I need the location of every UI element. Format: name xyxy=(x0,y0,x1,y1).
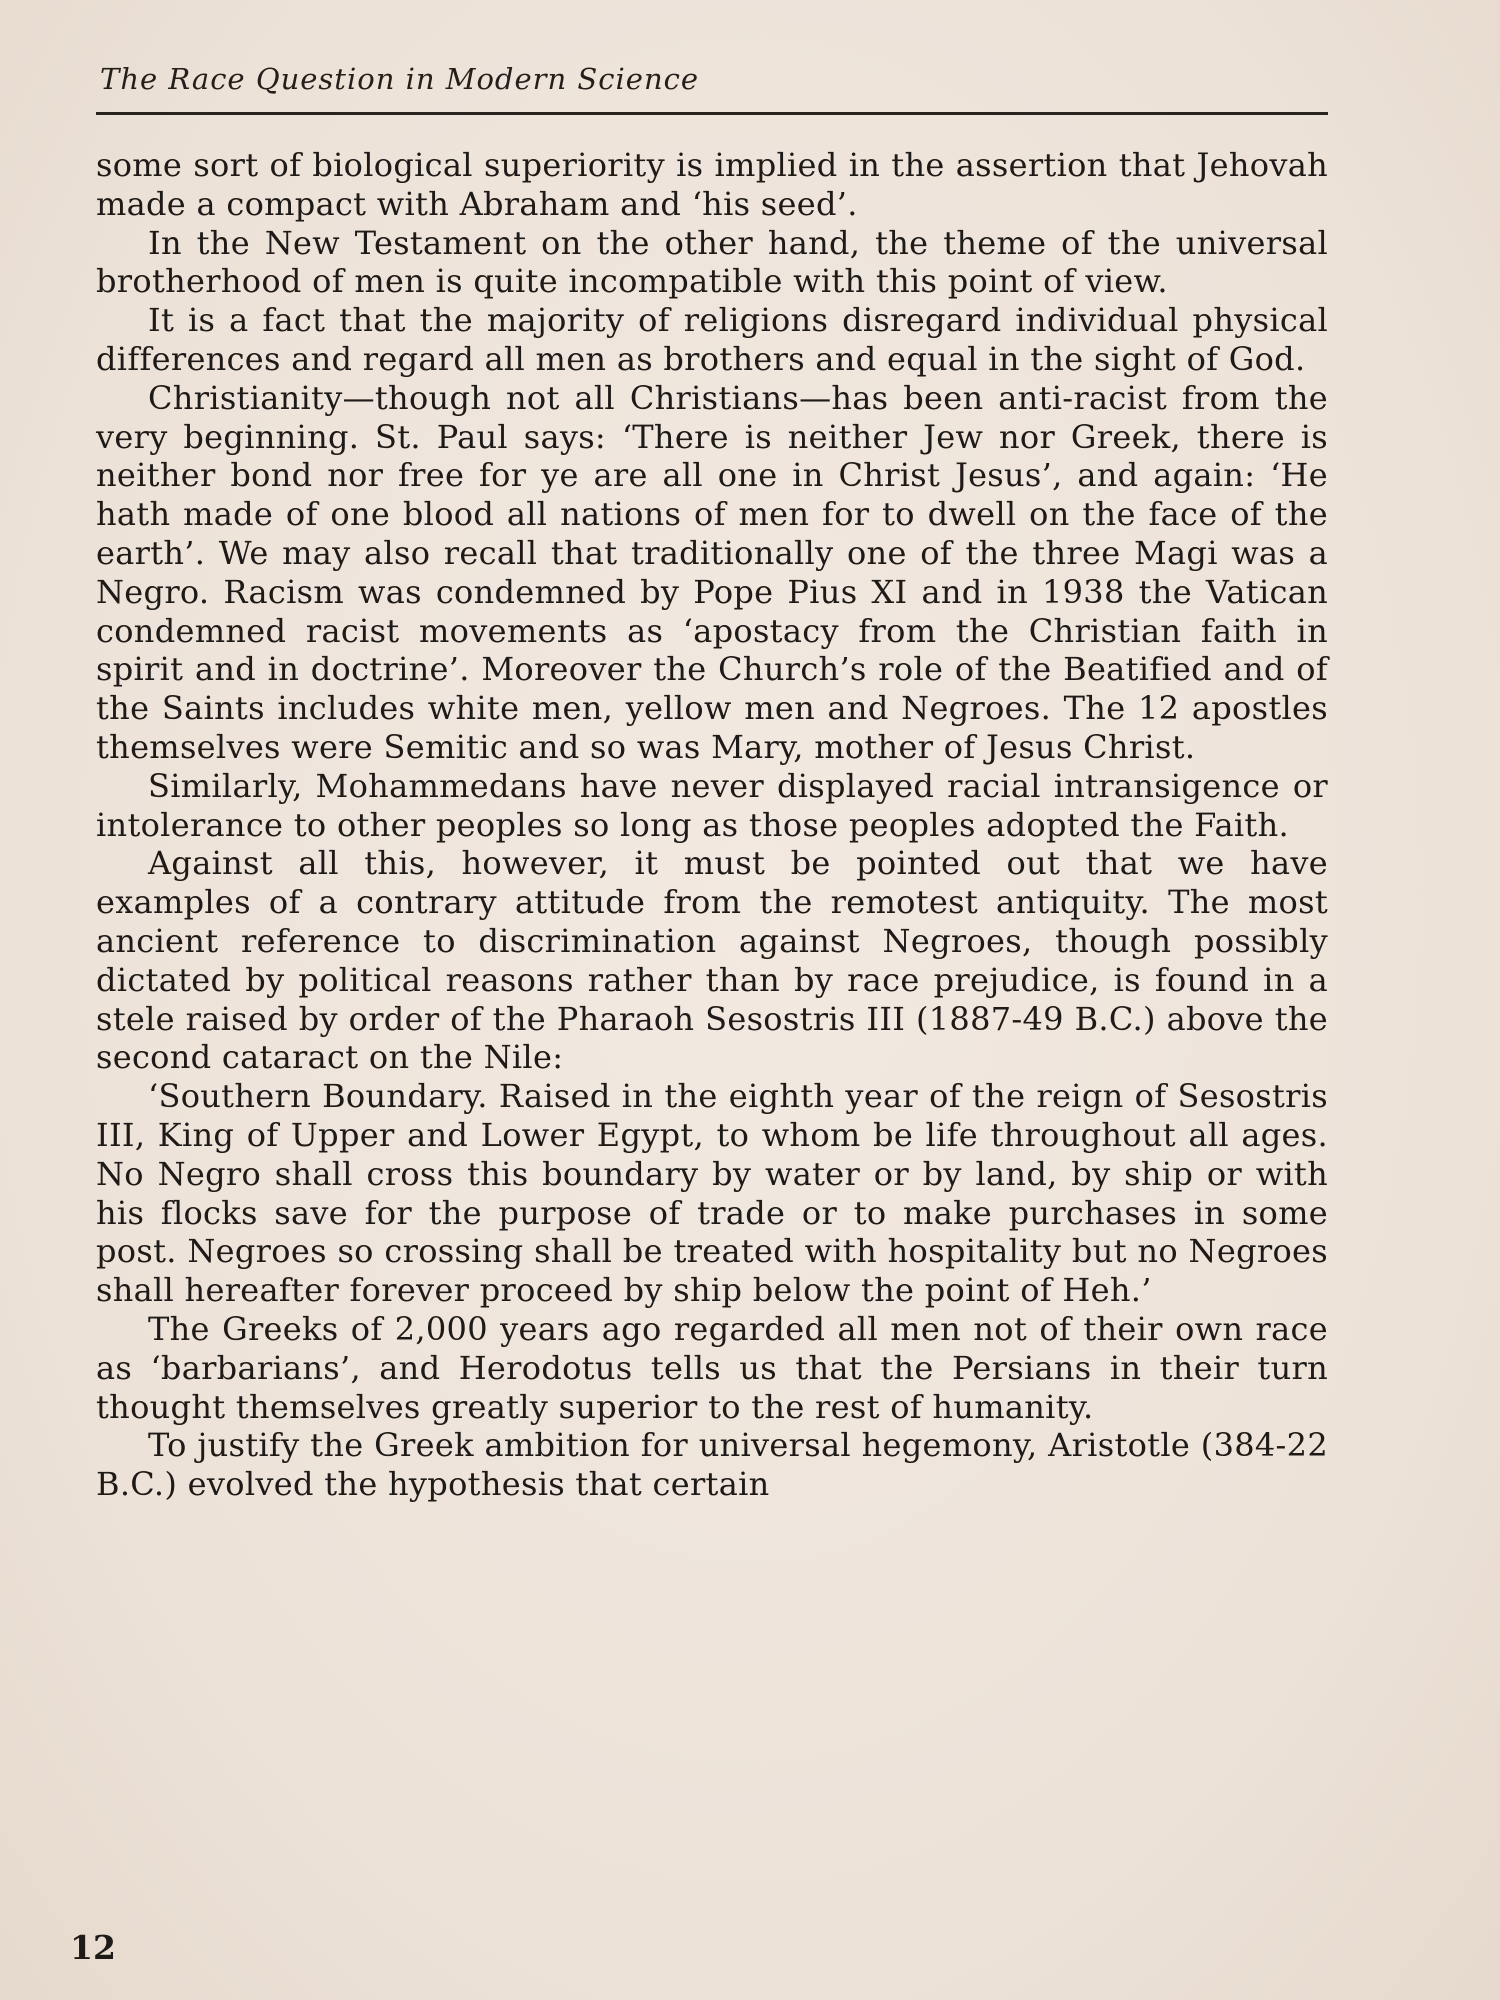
body-text xyxy=(96,146,1328,1504)
paragraph-6: Against all this, however, it must be pointed out that we have examples of a contrary attitude from the remotest antiquity. The most ancient reference to discrimination against Negroes, though possibly dictated by political reasons rather than by race prejudice, is found in a stele raised by order of the Pharaoh Sesostris III (1887-49 B.C.) above the second cataract on the Nile: xyxy=(96,844,1328,1077)
stele-quotation: ‘Southern Boundary. Raised in the eighth year of the reign of Sesostris III, King of Upper and Lower Egypt, to whom be life throughout all ages. No Negro shall cross this boundary by water or by land, by ship or with his flocks save for the purpose of trade or to make purchases in some post. Negroes so crossing shall be treated with hospitality but no Negroes shall hereafter forever proceed by ship below the point of Heh.’ xyxy=(96,1077,1328,1310)
paragraph-5: Similarly, Mohammedans have never displayed racial intransigence or intolerance to other peoples so long as those peoples adopted the Faith. xyxy=(96,766,1328,844)
running-head: The Race Question in Modern Science xyxy=(100,62,700,96)
page-number: 12 xyxy=(70,1928,116,1967)
header-rule xyxy=(96,112,1328,115)
paragraph-4: Christianity—though not all Christians—has been anti-racist from the very beginning. St. Paul says: ‘There is neither Jew nor Greek, there is neither bond nor free for ye are all one in Christ Jesus’, and again: ‘He hath made of one blood all nations of men for to dwell on the face of the earth’. We may also recall that traditionally one of the three Magi was a Negro. Racism was condemned by Pope Pius XI and in 1938 the Vatican condemned racist movements as ‘apostacy from the Christian faith in spirit and in doctrine’. Moreover the Church’s role of the Beatified and of the Saints includes white men, yellow men and Negroes. The 12 apostles themselves were Semitic and so was Mary, mother of Jesus Christ. xyxy=(96,378,1328,766)
paragraph-3: It is a fact that the majority of religions disregard individual physical differences and regard all men as brothers and equal in the sight of God. xyxy=(96,301,1328,378)
paragraph-2: In the New Testament on the other hand, the theme of the universal brotherhood of men is quite incompatible with this point of view. xyxy=(96,223,1328,301)
paragraph-1: some sort of biological superiority is implied in the assertion that Jehovah made a compact with Abraham and ‘his seed’. xyxy=(96,146,1328,223)
paragraph-9: To justify the Greek ambition for universal hegemony, Aristotle (384-22 B.C.) evolved the hypothesis that certain xyxy=(96,1426,1328,1504)
paragraph-8: The Greeks of 2,000 years ago regarded all men not of their own race as ‘barbarians’, and Herodotus tells us that the Persians in their turn thought themselves greatly superior to the rest of humanity. xyxy=(96,1309,1328,1426)
